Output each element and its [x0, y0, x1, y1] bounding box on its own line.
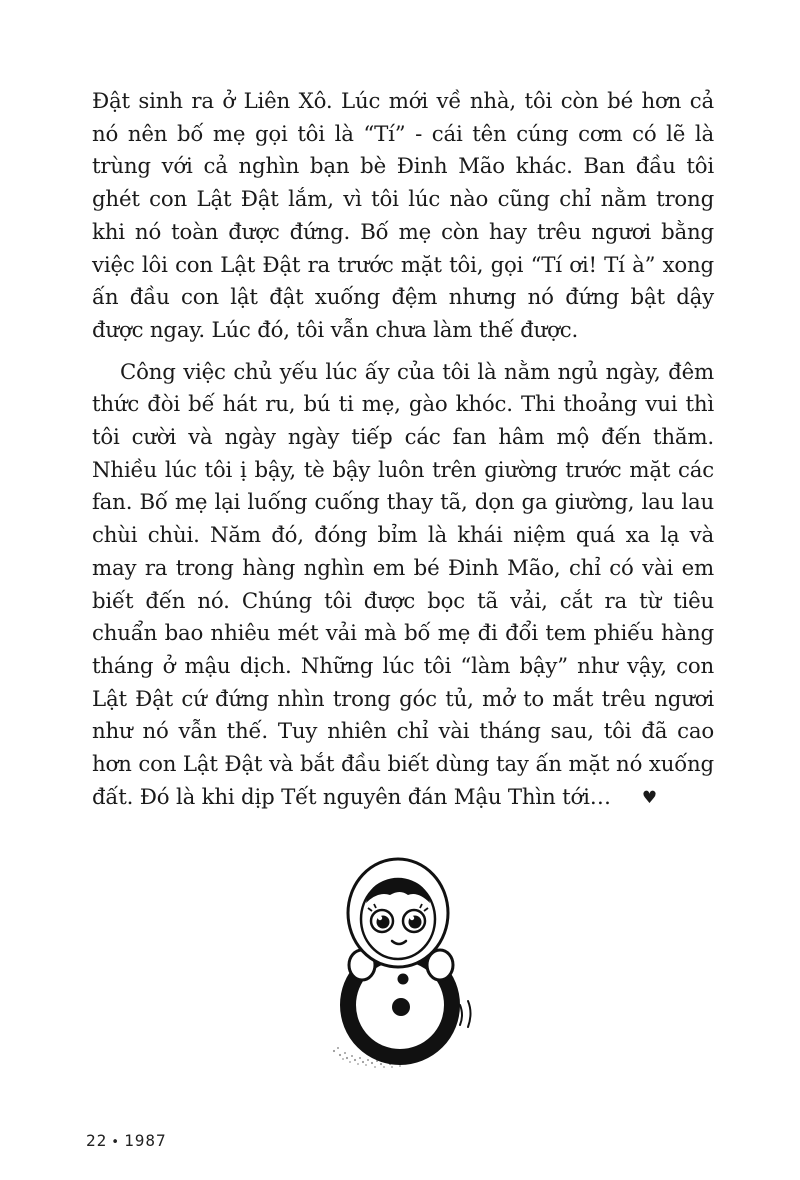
roly-poly-doll-icon — [300, 855, 500, 1075]
doll-button-bottom — [392, 998, 410, 1016]
footer-separator: • — [111, 1135, 121, 1150]
paragraph-2-text: Công việc chủ yếu lúc ấy của tôi là nằm ngủ ngày, đêm thức đòi bế hát ru, bú ti mẹ, gào khóc. Thi thoảng vui thì tôi cười và ngày ngày tiếp các fan hâm mộ đến thăm. Nhiều lúc tôi ị bậy, tè bậy luôn trên giường trước mặt các fan. Bố mẹ lại luống cuống thay tã, dọn ga giường, lau lau chùi chùi. Năm đó, đóng bỉm là khái niệm quá xa lạ và may ra trong hàng nghìn em bé Đinh Mão, chỉ có vài em biết đến nó. Chúng tôi được bọc tã vải, cắt ra từ tiêu chuẩn bao nhiêu mét vải mà bố mẹ đi đổi tem phiếu hàng tháng ở mậu dịch. Những lúc tôi “làm bậy” như vậy, con Lật Đật cứ đứng nhìn trong góc tủ, mở to mắt trêu ngươi như nó vẫn thế. Tuy nhiên chỉ vài tháng sau, tôi đã cao hơn con Lật Đật và bắt đầu biết dùng tay ấn mặt nó xuống đất. Đó là khi dịp Tết nguyên đán Mậu Thìn tới… — [92, 359, 714, 810]
paragraph-1 — [92, 86, 714, 348]
paragraph-2 — [92, 357, 714, 815]
paragraph-1-text: Đật sinh ra ở Liên Xô. Lúc mới về nhà, tôi còn bé hơn cả nó nên bố mẹ gọi tôi là “Tí” - cái tên cúng cơm có lẽ là trùng với cả nghìn bạn bè Đinh Mão khác. Ban đầu tôi ghét con Lật Đật lắm, vì tôi lúc nào cũng chỉ nằm trong khi nó toàn được đứng. Bố mẹ còn hay trêu ngươi bằng việc lôi con Lật Đật ra trước mặt tôi, gọi “Tí ơi! Tí à” xong ấn đầu con lật đật xuống đệm nhưng nó đứng bật dậy được ngay. Lúc đó, tôi vẫn chưa làm thế được. — [92, 89, 714, 343]
page-footer — [86, 1131, 167, 1150]
page-number: 22 — [86, 1131, 108, 1150]
doll-button-top — [398, 974, 409, 985]
book-title: 1987 — [124, 1131, 167, 1150]
heart-icon: ♥ — [641, 787, 657, 808]
body-text — [92, 86, 714, 814]
motion-marks — [460, 1001, 471, 1027]
